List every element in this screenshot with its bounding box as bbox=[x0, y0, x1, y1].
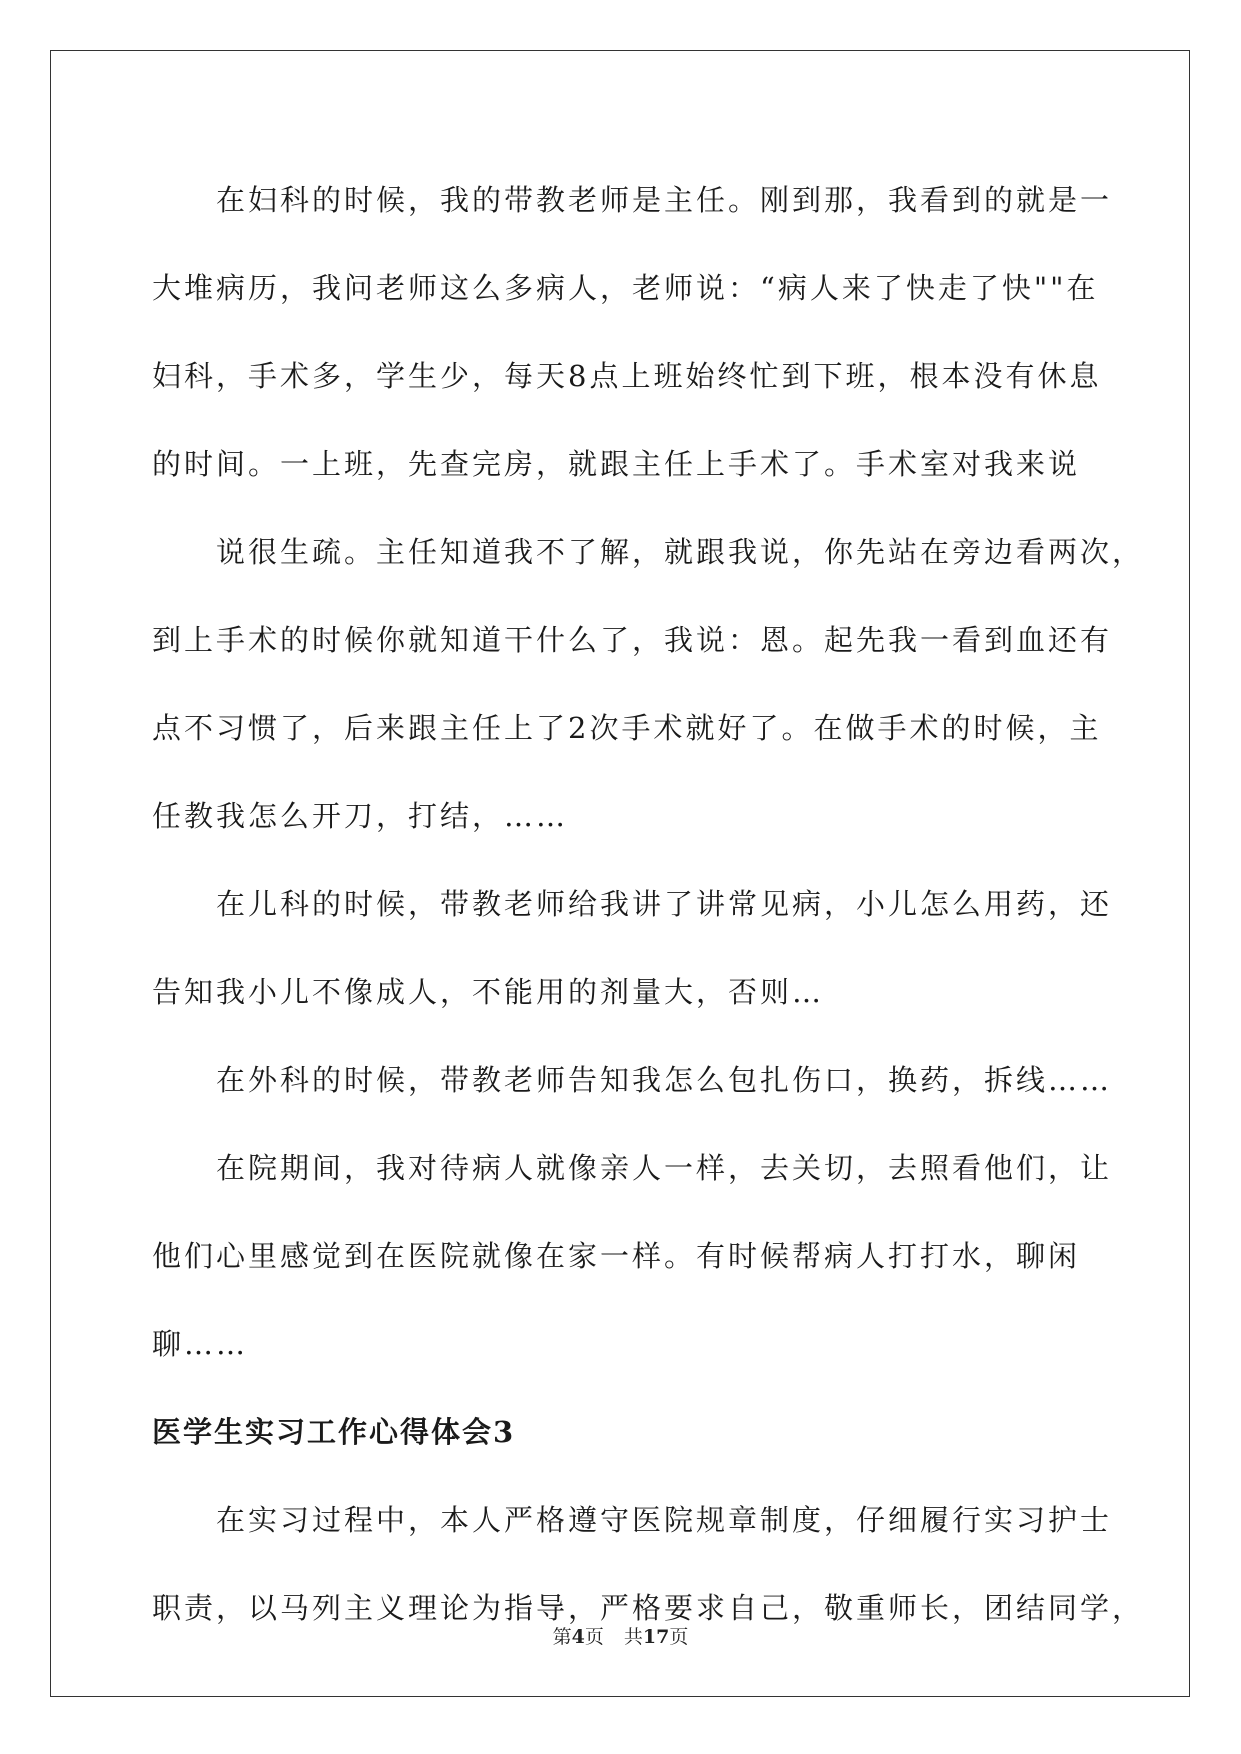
text-line: 在院期间，我对待病人就像亲人一样，去关切，去照看他们，让 bbox=[216, 1151, 1113, 1185]
paragraph-pediatrics bbox=[152, 860, 1113, 1036]
text-line: 的时间。一上班，先查完房，就跟主任上手术了。手术室对我来说 bbox=[152, 447, 1081, 481]
text-line: 在外科的时候，带教老师告知我怎么包扎伤口，换药，拆线…… bbox=[216, 1063, 1113, 1097]
text-line: 说很生疏。主任知道我不了解，就跟我说，你先站在旁边看两次， bbox=[216, 535, 1145, 569]
paragraph-surgery bbox=[152, 1036, 1113, 1124]
paragraph-gynecology bbox=[152, 156, 1113, 508]
text-line: 在实习过程中，本人严格遵守医院规章制度，仔细履行实习护士 bbox=[216, 1503, 1113, 1537]
text-line: 妇科，手术多，学生少，每天8点上班始终忙到下班，根本没有休息 bbox=[152, 359, 1102, 393]
section-heading: 医学生实习工作心得体会3 bbox=[152, 1415, 516, 1449]
page-footer bbox=[0, 1622, 1241, 1649]
page-suffix: 页 bbox=[584, 1626, 604, 1648]
page-prefix: 第 bbox=[552, 1626, 572, 1648]
document-body bbox=[152, 156, 1145, 1652]
text-line: 他们心里感觉到在医院就像在家一样。有时候帮病人打打水，聊闲 bbox=[152, 1239, 1081, 1273]
text-line: 聊…… bbox=[152, 1327, 249, 1361]
text-line: 告知我小儿不像成人，不能用的剂量大，否则… bbox=[152, 975, 825, 1009]
text-line: 到上手术的时候你就知道干什么了，我说：恩。起先我一看到血还有 bbox=[152, 623, 1113, 657]
text-line: 在妇科的时候，我的带教老师是主任。刚到那，我看到的就是一 bbox=[216, 183, 1113, 217]
current-page-number: 4 bbox=[571, 1626, 585, 1648]
paragraph-surgery-room bbox=[152, 508, 1145, 860]
text-line: 大堆病历，我问老师这么多病人，老师说：“病人来了快走了快""在 bbox=[152, 271, 1099, 305]
text-line: 职责，以马列主义理论为指导，严格要求自己，敬重师长，团结同学， bbox=[152, 1591, 1145, 1625]
text-line: 任教我怎么开刀，打结，…… bbox=[152, 799, 569, 833]
text-line: 在儿科的时候，带教老师给我讲了讲常见病，小儿怎么用药，还 bbox=[216, 887, 1113, 921]
paragraph-hospital-stay bbox=[152, 1124, 1113, 1388]
text-line: 点不习惯了，后来跟主任上了2次手术就好了。在做手术的时候，主 bbox=[152, 711, 1102, 745]
total-pages-number: 17 bbox=[642, 1626, 670, 1648]
total-prefix: 共 bbox=[623, 1626, 643, 1648]
total-suffix: 页 bbox=[669, 1626, 689, 1648]
